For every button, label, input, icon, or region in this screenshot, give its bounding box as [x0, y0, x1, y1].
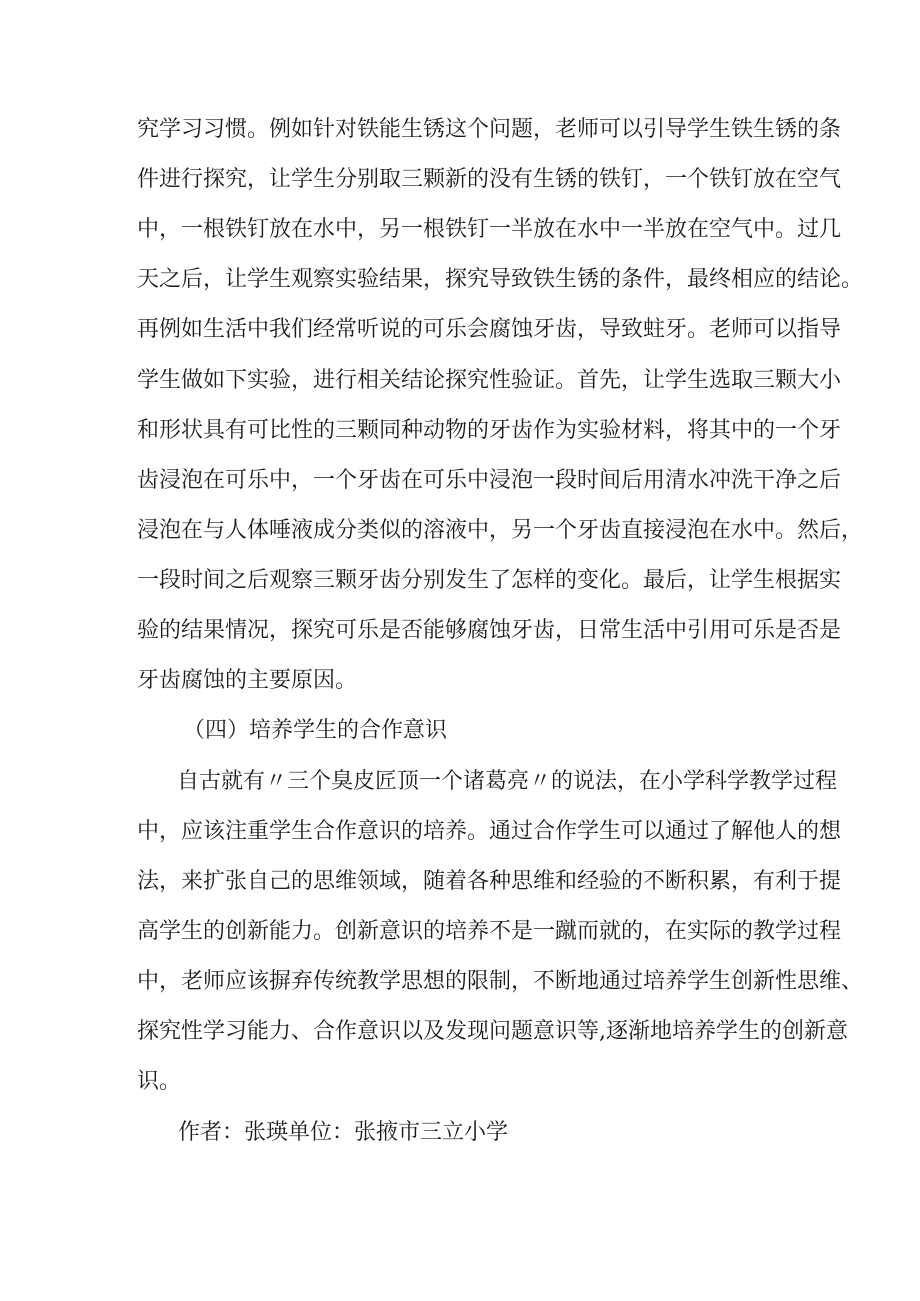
section-heading: （四）培养学生的合作意识	[183, 718, 448, 743]
paragraph-1-line-7: 和形状具有可比性的三颗同种动物的牙齿作为实验材料，将其中的一个牙	[137, 418, 842, 443]
paragraph-1-line-1: 究学习习惯。例如针对铁能生锈这个问题，老师可以引导学生铁生锈的条	[137, 117, 842, 142]
author-line: 作者：张瑛单位：张掖市三立小学	[178, 1120, 509, 1145]
paragraph-1-line-9: 浸泡在与人体唾液成分类似的溶液中，另一个牙齿直接浸泡在水中。然后，	[137, 518, 864, 543]
paragraph-1-line-11: 验的结果情况，探究可乐是否能够腐蚀牙齿，日常生活中引用可乐是否是	[137, 618, 842, 643]
paragraph-1-line-10: 一段时间之后观察三颗牙齿分别发生了怎样的变化。最后，让学生根据实	[137, 568, 842, 593]
paragraph-1-line-3: 中，一根铁钉放在水中，另一根铁钉一半放在水中一半放在空气中。过几	[137, 217, 842, 242]
paragraph-2-line-5: 中，老师应该摒弃传统教学思想的限制，不断地通过培养学生创新性思维、	[137, 969, 864, 994]
paragraph-2-line-7: 识。	[137, 1069, 182, 1094]
paragraph-1-line-8: 齿浸泡在可乐中，一个牙齿在可乐中浸泡一段时间后用清水冲洗干净之后	[137, 468, 842, 493]
paragraph-2-line-3: 法，来扩张自己的思维领域，随着各种思维和经验的不断积累，有利于提	[137, 869, 842, 894]
paragraph-2-line-1: 自古就有〃三个臭皮匠顶一个诸葛亮〃的说法，在小学科学教学过程	[177, 769, 838, 794]
paragraph-2-line-6: 探究性学习能力、合作意识以及发现问题意识等,逐渐地培养学生的创新意	[137, 1019, 848, 1044]
paragraph-2-line-4: 高学生的创新能力。创新意识的培养不是一蹴而就的，在实际的教学过程	[137, 919, 842, 944]
paragraph-1-line-6: 学生做如下实验，进行相关结论探究性验证。首先，让学生选取三颗大小	[137, 368, 842, 393]
paragraph-1-line-2: 件进行探究，让学生分别取三颗新的没有生锈的铁钉，一个铁钉放在空气	[137, 167, 842, 192]
paragraph-2-line-2: 中，应该注重学生合作意识的培养。通过合作学生可以通过了解他人的想	[137, 819, 842, 844]
paragraph-1-line-5: 再例如生活中我们经常听说的可乐会腐蚀牙齿，导致蛀牙。老师可以指导	[137, 317, 842, 342]
paragraph-1-line-4: 天之后，让学生观察实验结果，探究导致铁生锈的条件，最终相应的结论。	[137, 267, 864, 292]
paragraph-1-line-12: 牙齿腐蚀的主要原因。	[137, 668, 358, 693]
